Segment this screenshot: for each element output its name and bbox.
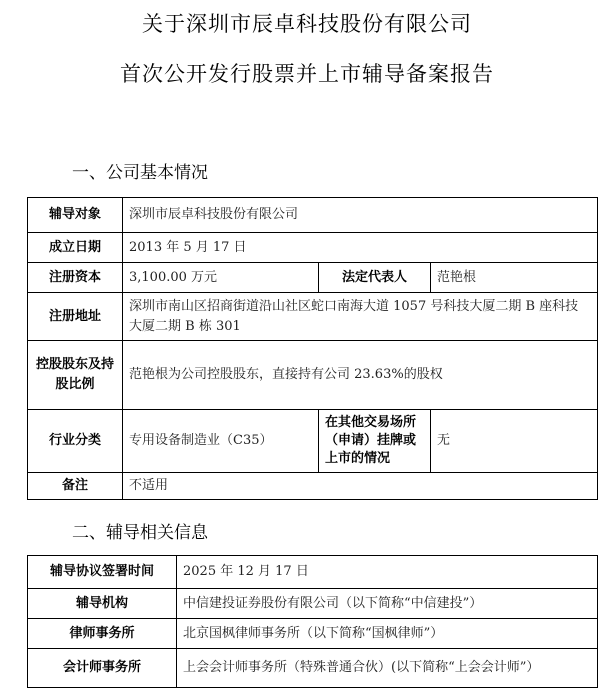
capital-value: 3,100.00 万元 <box>123 263 319 293</box>
rep-label: 法定代表人 <box>319 263 431 293</box>
acc-value: 上会会计师事务所（特殊普通合伙）(以下简称“上会会计师”） <box>177 649 598 688</box>
industry-value: 专用设备制造业（C35） <box>123 410 319 473</box>
rep-value: 范艳根 <box>431 263 598 293</box>
section2-heading: 二、辅导相关信息 <box>72 523 208 543</box>
acc-label: 会计师事务所 <box>28 649 177 688</box>
address-value: 深圳市南山区招商街道沿山社区蛇口南海大道 1057 号科技大厦二期 B 座科技大厦二期 B 栋 301 <box>123 293 598 341</box>
law-value: 北京国枫律师事务所（以下简称“国枫律师”） <box>177 619 598 649</box>
note-label: 备注 <box>28 473 123 500</box>
tutoring-info-table <box>27 555 598 688</box>
sign-value: 2025 年 12 月 17 日 <box>177 556 598 589</box>
date-value: 2013 年 5 月 17 日 <box>123 233 598 263</box>
org-label: 辅导机构 <box>28 589 177 619</box>
org-value: 中信建投证券股份有限公司（以下简称“中信建投”） <box>177 589 598 619</box>
other-listing-label: 在其他交易场所（申请）挂牌或上市的情况 <box>319 410 431 473</box>
target-label: 辅导对象 <box>28 198 123 233</box>
title-line2: 首次公开发行股票并上市辅导备案报告 <box>120 62 494 86</box>
holder-value: 范艳根为公司控股股东，直接持有公司 23.63%的股权 <box>123 341 598 410</box>
address-label: 注册地址 <box>28 293 123 341</box>
title-line1: 关于深圳市辰卓科技股份有限公司 <box>142 12 472 36</box>
sign-label: 辅导协议签署时间 <box>28 556 177 589</box>
other-listing-value: 无 <box>431 410 598 473</box>
industry-label: 行业分类 <box>28 410 123 473</box>
section1-heading: 一、公司基本情况 <box>72 163 208 183</box>
note-value: 不适用 <box>123 473 598 500</box>
target-value: 深圳市辰卓科技股份有限公司 <box>123 198 598 233</box>
date-label: 成立日期 <box>28 233 123 263</box>
company-info-table <box>27 197 598 500</box>
capital-label: 注册资本 <box>28 263 123 293</box>
holder-label: 控股股东及持股比例 <box>28 341 123 410</box>
law-label: 律师事务所 <box>28 619 177 649</box>
